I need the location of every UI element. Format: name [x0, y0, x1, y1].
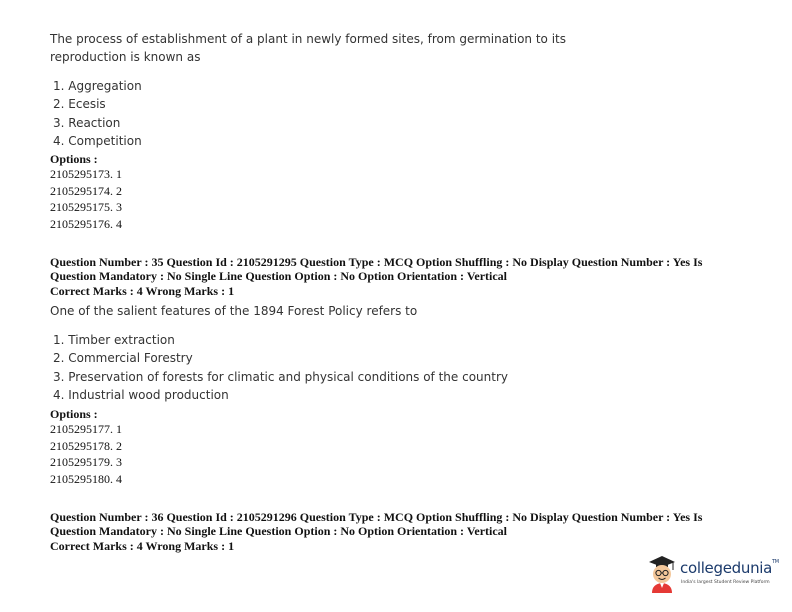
option-id: 2105295175. 3	[50, 200, 122, 215]
student-mascot-icon	[646, 553, 678, 593]
collegedunia-logo	[646, 553, 786, 595]
choice-item: 2. Ecesis	[53, 97, 106, 112]
trademark: TM	[772, 559, 779, 565]
question-35-meta-line2: Question Mandatory : No Single Line Question Option : No Option Orientation : Vertical	[50, 269, 508, 283]
choice-item: 1. Timber extraction	[53, 333, 175, 347]
option-id: 2105295174. 2	[50, 183, 122, 198]
question-35-meta-line1: Question Number : 35 Question Id : 2105291295 Question Type : MCQ Option Shuffling : No Display Question Number : Yes Is	[50, 255, 703, 269]
option-id: 2105295176. 4	[50, 217, 122, 232]
option-id: 2105295173. 1	[50, 167, 122, 181]
brand-tagline: India's largest Student Review Platform	[681, 580, 770, 585]
option-id: 2105295178. 2	[50, 438, 122, 453]
question-34-options	[50, 166, 122, 233]
question-34-options-title: Options :	[50, 152, 98, 166]
option-id: 2105295179. 3	[50, 455, 122, 470]
question-35-choices	[50, 331, 508, 404]
question-34-text-line2: reproduction is known as	[50, 50, 201, 64]
question-35-options	[50, 421, 122, 488]
choice-item: 4. Competition	[53, 133, 142, 148]
question-36-marks: Correct Marks : 4 Wrong Marks : 1	[50, 539, 235, 553]
question-35-options-title: Options :	[50, 407, 98, 421]
brand-text: collegedunia	[680, 559, 773, 577]
question-34-choices	[50, 77, 142, 150]
question-35-text: One of the salient features of the 1894 Forest Policy refers to	[50, 304, 418, 318]
choice-item: 1. Aggregation	[53, 79, 142, 93]
choice-item: 3. Reaction	[53, 115, 121, 130]
choice-item: 2. Commercial Forestry	[53, 351, 193, 366]
option-id: 2105295177. 1	[50, 422, 122, 436]
choice-item: 3. Preservation of forests for climatic and physical conditions of the country	[53, 369, 508, 384]
option-id: 2105295180. 4	[50, 472, 122, 487]
question-34-text-line1: The process of establishment of a plant in newly formed sites, from germination to its	[50, 32, 567, 46]
brand-name	[680, 559, 779, 577]
question-35-marks: Correct Marks : 4 Wrong Marks : 1	[50, 284, 235, 298]
question-36-meta-line1: Question Number : 36 Question Id : 2105291296 Question Type : MCQ Option Shuffling : No Display Question Number : Yes Is	[50, 510, 703, 524]
question-36-meta-line2: Question Mandatory : No Single Line Question Option : No Option Orientation : Vertical	[50, 524, 508, 538]
choice-item: 4. Industrial wood production	[53, 387, 229, 402]
